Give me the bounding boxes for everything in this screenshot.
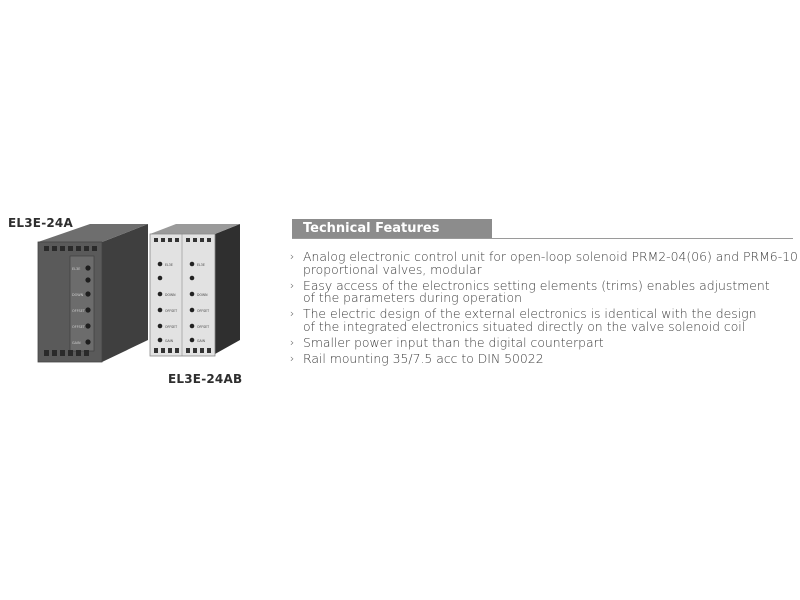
feature-text-line: The electric design of the external electronics is identical with the design — [303, 306, 757, 322]
svg-text:EL3E: EL3E — [72, 267, 81, 271]
chevron-right-icon: › — [290, 352, 295, 366]
chevron-right-icon: › — [290, 307, 295, 321]
section-header-rule — [292, 238, 793, 239]
svg-text:OFFSET: OFFSET — [165, 309, 178, 313]
feature-text-line: Rail mounting 35/7.5 acc to DIN 50022 — [303, 351, 544, 367]
feature-text-line: Easy access of the electronics setting elements (trims) enables adjustment — [303, 277, 770, 293]
unit-el3e-24ab-image — [150, 224, 240, 356]
section-title: Technical Features — [303, 221, 440, 236]
chevron-right-icon: › — [290, 250, 295, 263]
product-label-el3e-24ab: EL3E-24AB — [168, 372, 243, 386]
svg-text:DOWN: DOWN — [197, 293, 208, 297]
svg-text:OFFSET: OFFSET — [197, 309, 210, 313]
svg-text:DOWN: DOWN — [72, 293, 84, 297]
feature-text-line: of the integrated electronics situated directly on the valve solenoid coil — [303, 318, 746, 334]
svg-text:GAIN: GAIN — [165, 339, 173, 343]
svg-text:EL3E: EL3E — [165, 263, 173, 267]
product-label-el3e-24a: EL3E-24A — [8, 216, 73, 230]
svg-text:OFFSET: OFFSET — [197, 325, 210, 329]
svg-text:EL3E: EL3E — [197, 263, 205, 267]
feature-text-line: proportional valves, modular — [303, 261, 482, 277]
feature-item — [290, 337, 790, 350]
svg-text:OFFSET: OFFSET — [72, 325, 85, 329]
feature-text-line: Smaller power input than the digital counterpart — [303, 335, 604, 351]
feature-list — [290, 249, 798, 369]
svg-text:OFFSET: OFFSET — [72, 309, 85, 313]
feature-item — [290, 249, 798, 277]
svg-text:GAIN: GAIN — [197, 339, 205, 343]
feature-text-line: Analog electronic control unit for open-loop solenoid PRM2-04(06) and PRM6-10 — [303, 249, 798, 264]
feature-item — [290, 308, 790, 333]
svg-text:DOWN: DOWN — [165, 293, 176, 297]
feature-item — [290, 353, 790, 366]
chevron-right-icon: › — [290, 336, 295, 350]
chevron-right-icon: › — [290, 278, 295, 292]
feature-text-line: of the parameters during operation — [303, 290, 522, 306]
svg-text:GAIN: GAIN — [72, 341, 81, 345]
svg-text:OFFSET: OFFSET — [165, 325, 178, 329]
feature-item — [290, 277, 790, 306]
unit-el3e-24a-image — [38, 224, 148, 362]
product-photo — [30, 222, 250, 367]
